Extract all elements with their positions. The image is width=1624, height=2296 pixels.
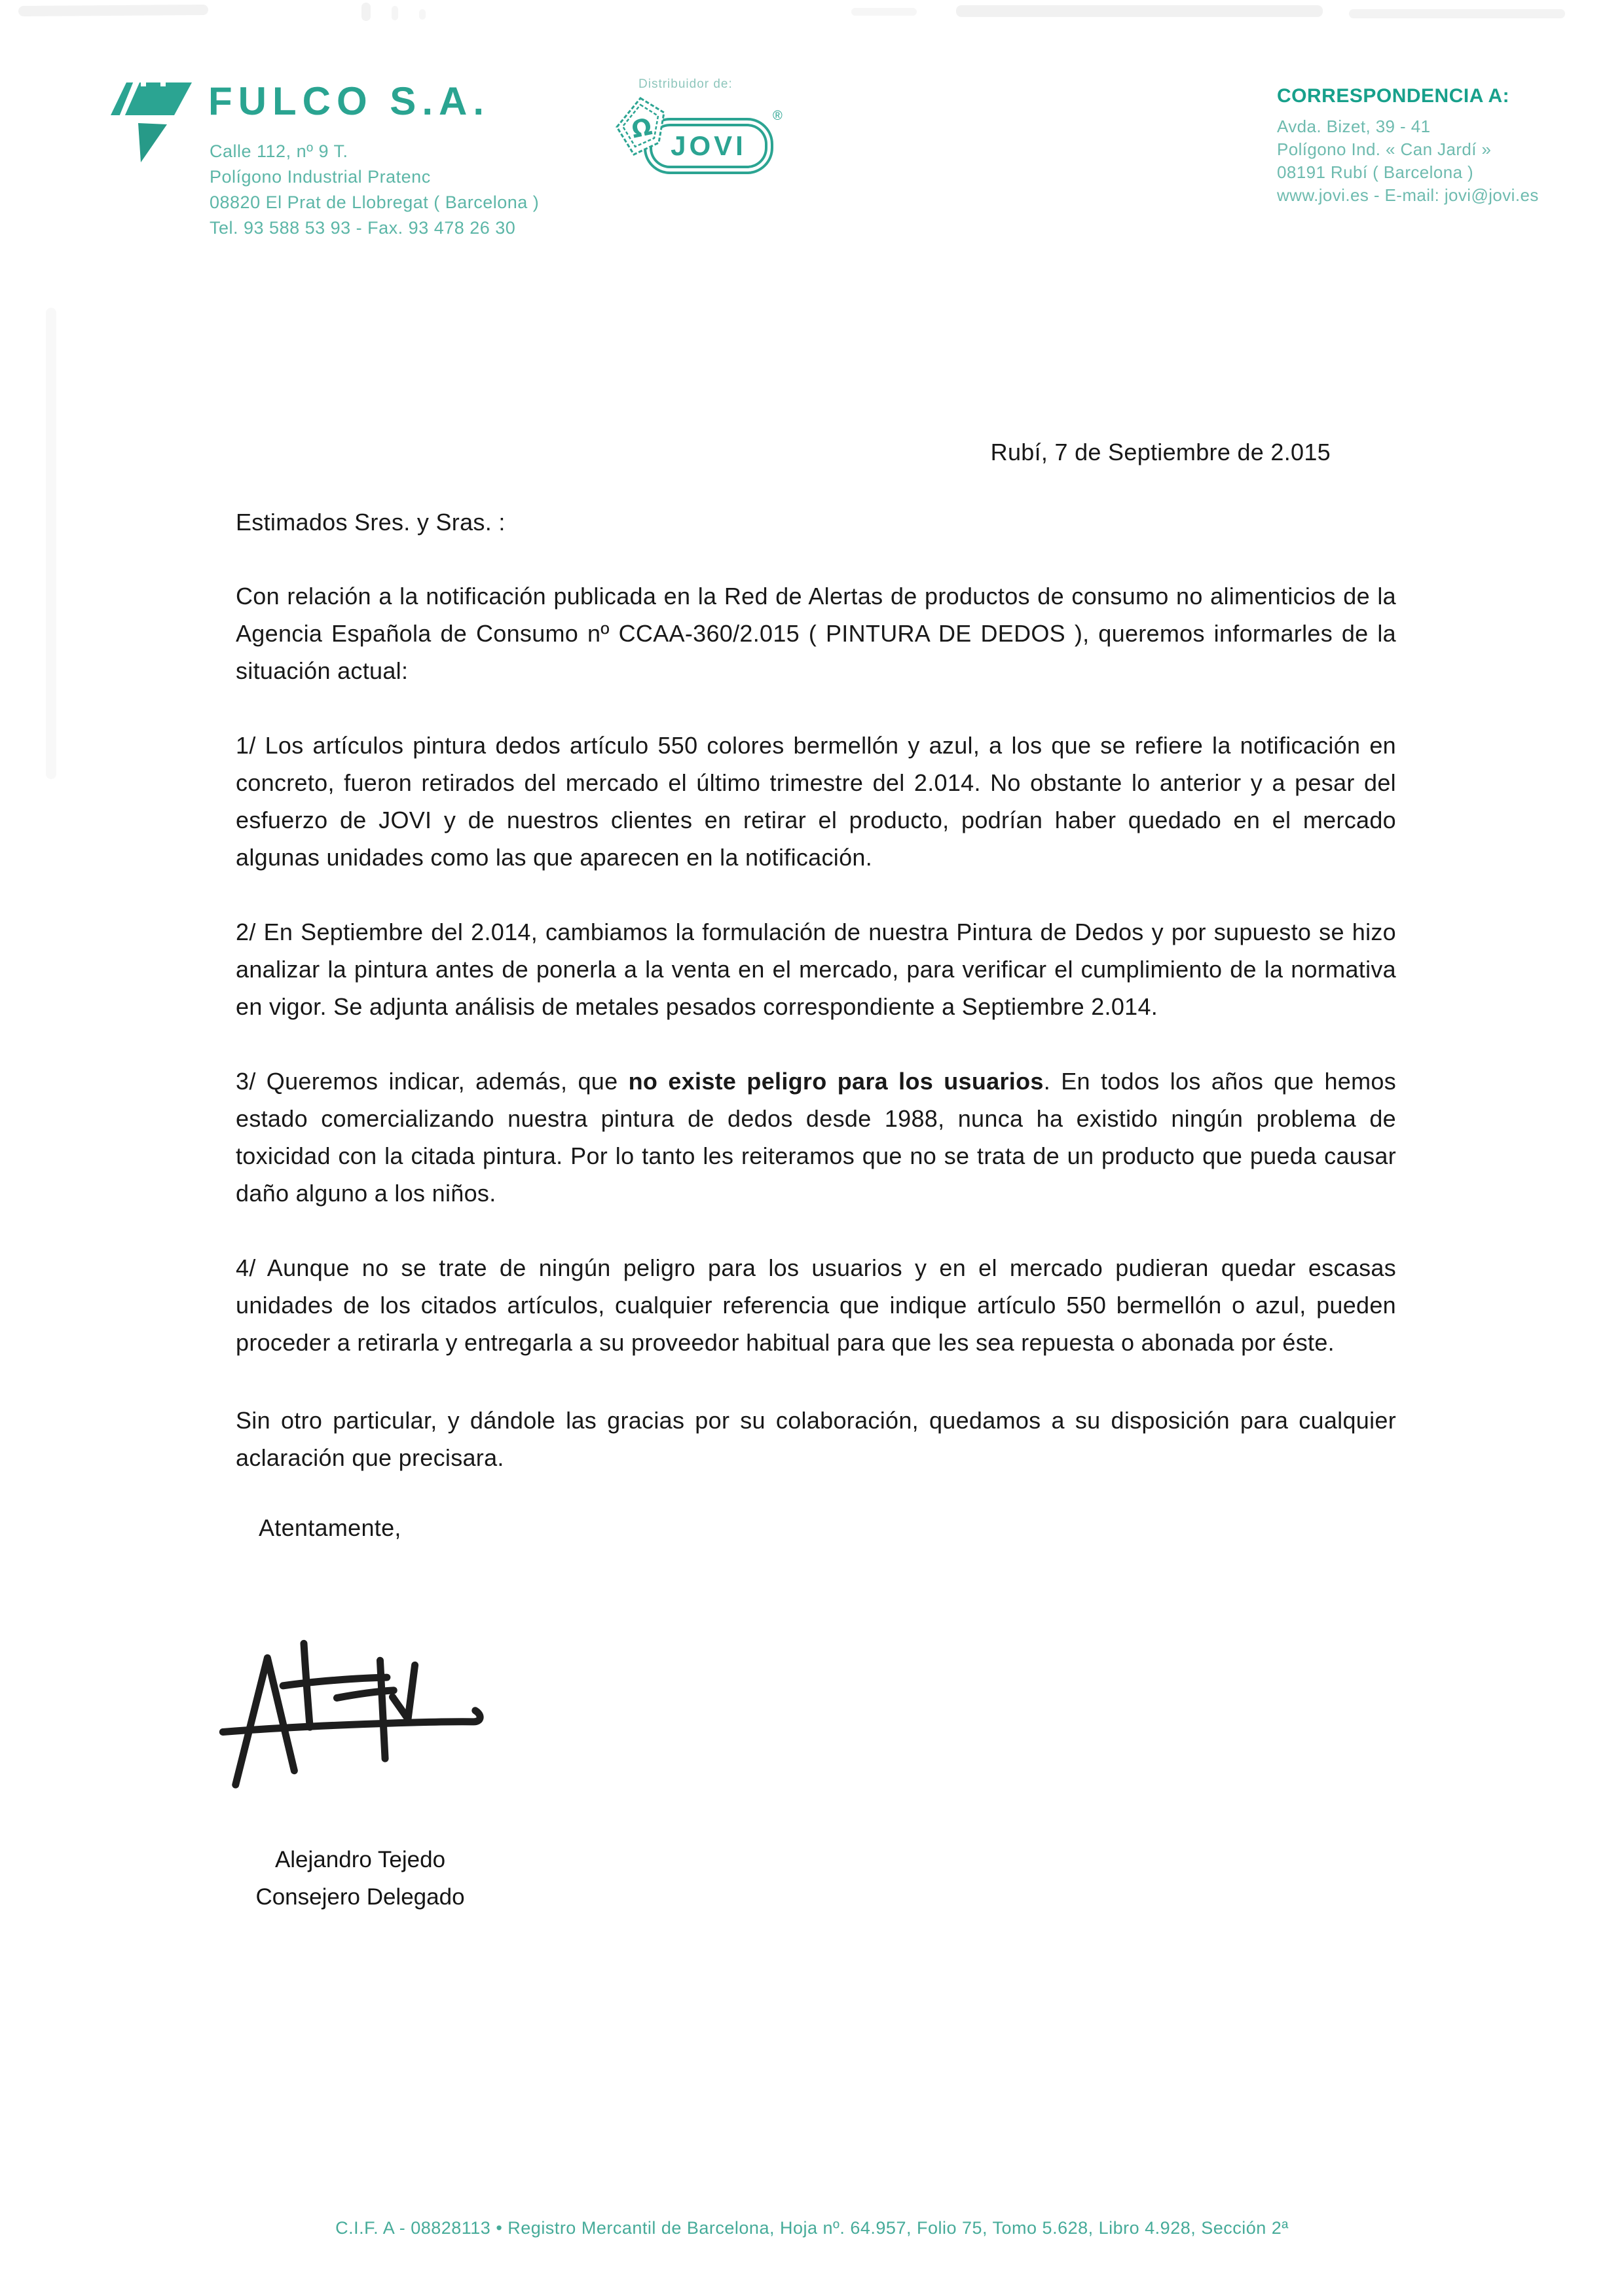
scan-artifact	[419, 9, 426, 20]
point-3-bold-statement: no existe peligro para los usuarios	[628, 1068, 1044, 1095]
correspondence-block	[1277, 85, 1539, 207]
correspondence-address	[1277, 115, 1539, 207]
closing-paragraph: Sin otro particular, y dándole las gracias por su colaboración, quedamos a su disposición para cualquier aclaración que precisara.	[236, 1407, 1396, 1471]
scan-artifact	[18, 5, 208, 16]
point-3-suffix: . En todos los años que hemos estado comercializando nuestra pintura de dedos desde 1988, nunca ha existido ningún problema de toxicidad con la citada pintura. Por lo tanto les reiteramos que no se trata de un producto que pueda causar daño alguno a los niños.	[236, 1068, 1397, 1207]
point-3-prefix: 3/ Queremos indicar, además, que	[236, 1068, 629, 1095]
registered-trademark-icon: ®	[773, 109, 783, 123]
jovi-badge-icon	[614, 97, 669, 157]
scan-artifact	[956, 5, 1323, 17]
intro-paragraph: Con relación a la notificación publicada en la Red de Alertas de productos de consumo no alimenticios de la Agencia Española de Consumo nº CCAA-360/2.015 ( PINTURA DE DEDOS ), queremos informarles de la situación actual:	[236, 583, 1396, 684]
scan-artifact	[46, 308, 56, 779]
valediction: Atentamente,	[259, 1514, 401, 1541]
point-paragraph-1: 1/ Los artículos pintura dedos artículo 550 colores bermellón y azul, a los que se refiere la notificación en concreto, fueron retirados del mercado el último trimestre del 2.014. No obstante lo anterior y a pesar del esfuerzo de JOVI y de nuestros clientes en retirar el producto, podrían haber quedado en el mercado algunas unidades como las que aparecen en la notificación.	[236, 732, 1396, 871]
footer-registry-line: C.I.F. A - 08828113 • Registro Mercantil de Barcelona, Hoja nº. 64.957, Folio 75, Tomo 5.628, Libro 4.928, Sección 2ª	[335, 2218, 1289, 2238]
correspondence-line: 08191 Rubí ( Barcelona )	[1277, 162, 1474, 182]
company-address-line: 08820 El Prat de Llobregat ( Barcelona )	[210, 192, 540, 212]
signer-block	[229, 1841, 491, 1916]
correspondence-line: Polígono Ind. « Can Jardí »	[1277, 139, 1492, 159]
point-paragraph-4: 4/ Aunque no se trate de ningún peligro para los usuarios y en el mercado pudieran quedar escasas unidades de los citados artículos, cualquier referencia que indique artículo 550 bermellón o azul, pueden proceder a retirarla y entregarla a su proveedor habitual para que les sea repuesta o abonada por éste.	[236, 1254, 1396, 1356]
correspondence-title: CORRESPONDENCIA A:	[1277, 85, 1510, 107]
correspondence-line: Avda. Bizet, 39 - 41	[1277, 117, 1431, 136]
signer-name: Alejandro Tejedo	[274, 1847, 446, 1872]
svg-text:Ω: Ω	[629, 113, 655, 144]
company-address	[210, 139, 539, 241]
salutation: Estimados Sres. y Sras. :	[236, 509, 506, 536]
fulco-logo-icon	[110, 77, 195, 166]
company-address-line: Tel. 93 588 53 93 - Fax. 93 478 26 30	[210, 218, 516, 238]
signature-image	[215, 1631, 492, 1806]
signer-title: Consejero Delegado	[255, 1884, 465, 1910]
jovi-brand-text: JOVI	[671, 130, 747, 161]
scan-artifact	[851, 8, 917, 16]
correspondence-line: www.jovi.es - E-mail: jovi@jovi.es	[1277, 185, 1539, 205]
scan-artifact	[392, 6, 398, 20]
point-paragraph-2: 2/ En Septiembre del 2.014, cambiamos la formulación de nuestra Pintura de Dedos y por supuesto se hizo analizar la pintura antes de ponerla a la venta en el mercado, para verificar el cumplimiento de la normativa en vigor. Se adjunta análisis de metales pesados correspondiente a Septiembre 2.014.	[236, 919, 1396, 1020]
dateline: Rubí, 7 de Septiembre de 2.015	[990, 439, 1331, 465]
company-address-line: Calle 112, nº 9 T.	[210, 141, 348, 161]
point-paragraph-3	[236, 1063, 1396, 1212]
company-address-line: Polígono Industrial Pratenc	[210, 167, 431, 187]
scan-artifact	[361, 3, 371, 21]
scan-artifact	[1349, 9, 1565, 18]
letter-body	[236, 433, 1396, 1546]
company-name: FULCO S.A.	[208, 79, 490, 123]
distributor-label: Distribuidor de:	[638, 77, 733, 91]
